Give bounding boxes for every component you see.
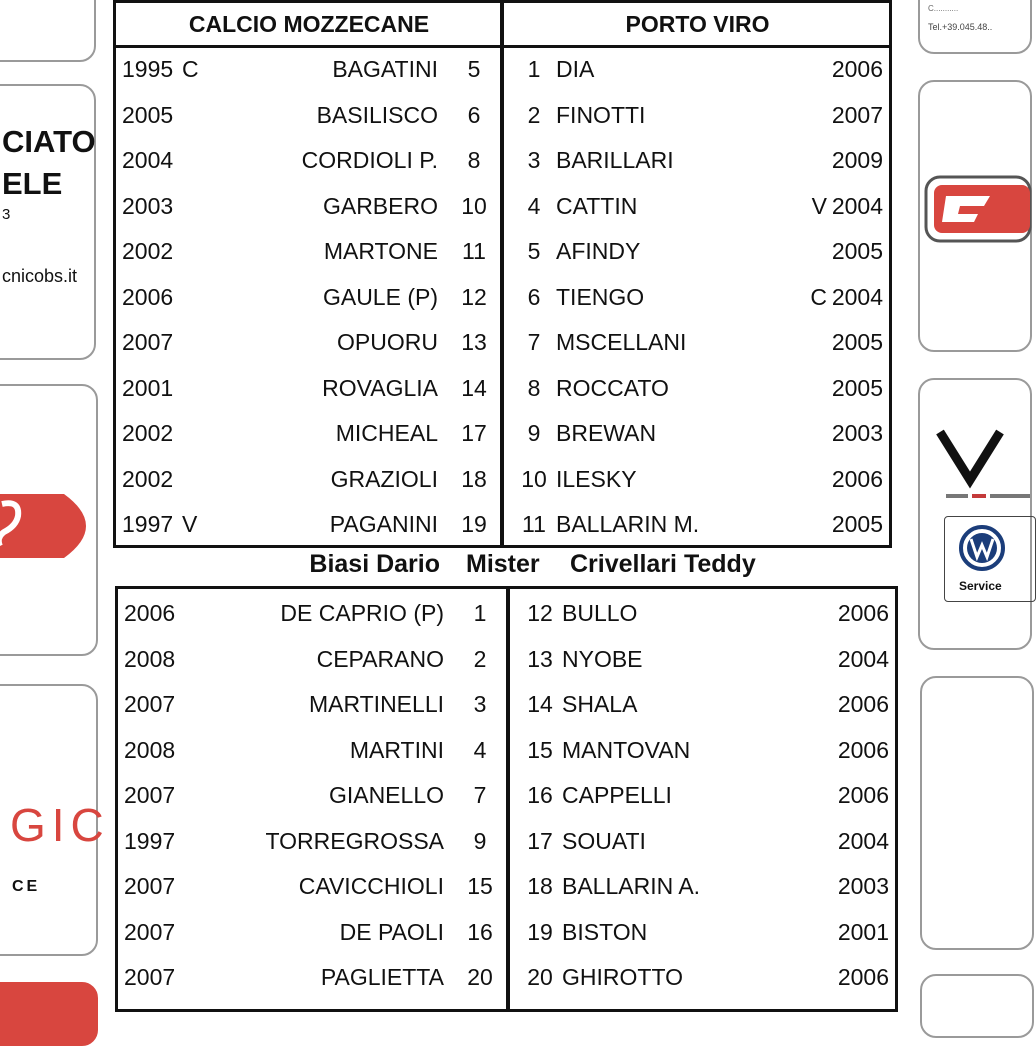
player-name: FINOTTI xyxy=(556,101,646,128)
player-number: 11 xyxy=(462,238,486,264)
player-year: 2005 xyxy=(831,374,883,401)
player-year: 2006 xyxy=(837,782,889,808)
player-row xyxy=(116,94,500,139)
player-row xyxy=(504,458,889,503)
player-name: PAGANINI xyxy=(329,511,438,537)
player-name: MARTONE xyxy=(323,238,438,264)
starters-table xyxy=(113,0,892,548)
player-name: BALLARIN A. xyxy=(562,873,701,899)
player-number: 4 xyxy=(473,736,487,763)
player-name: AFINDY xyxy=(556,238,641,264)
player-number: 14 xyxy=(461,374,487,401)
player-number: 18 xyxy=(461,465,487,492)
player-role: V xyxy=(182,511,198,537)
player-year: 1997 xyxy=(124,827,176,854)
player-name: CAPPELLI xyxy=(562,782,672,808)
vw-icon xyxy=(957,523,1007,573)
player-number: 10 xyxy=(521,465,547,492)
player-name: OPUORU xyxy=(337,329,438,355)
sponsor-web-address: cnicobs.it xyxy=(2,266,78,286)
player-row xyxy=(504,503,889,548)
player-year: 1997 xyxy=(122,511,174,537)
player-year: 2006 xyxy=(837,964,889,990)
player-number: 15 xyxy=(527,736,553,763)
player-year: 2007 xyxy=(124,873,176,899)
player-name: MANTOVAN xyxy=(562,736,691,763)
player-name: CAVICCHIOLI xyxy=(298,873,444,899)
player-year: 2009 xyxy=(831,147,883,173)
sponsor-card-right-2 xyxy=(918,80,1032,352)
player-number: 8 xyxy=(527,374,541,401)
player-number: 16 xyxy=(467,918,493,945)
player-number: 2 xyxy=(473,645,487,672)
player-row xyxy=(118,956,506,1001)
player-name: ROVAGLIA xyxy=(322,374,438,401)
player-number: 6 xyxy=(467,101,481,128)
player-row xyxy=(118,638,506,683)
player-number: 15 xyxy=(467,873,493,899)
player-year: 2005 xyxy=(831,511,883,537)
player-role: C xyxy=(182,56,199,82)
player-name: CEPARANO xyxy=(316,645,444,672)
sponsor-card-right-4 xyxy=(920,676,1034,950)
sponsor-red-badge xyxy=(920,82,1030,350)
player-number: 4 xyxy=(527,192,541,219)
player-name: PAGLIETTA xyxy=(320,964,444,990)
sponsor-card-left-5 xyxy=(0,982,98,1046)
player-year: 2006 xyxy=(831,465,883,492)
player-name: SHALA xyxy=(562,691,638,717)
player-name: TIENGO xyxy=(556,283,645,310)
player-year: 2005 xyxy=(831,238,883,264)
player-row xyxy=(116,276,500,321)
player-year: 2004 xyxy=(831,192,883,219)
player-row xyxy=(118,729,506,774)
player-row xyxy=(504,321,889,366)
player-number: 5 xyxy=(467,56,481,82)
player-name: TORREGROSSA xyxy=(265,827,444,854)
player-name: BISTON xyxy=(562,918,648,945)
player-name: BREWAN xyxy=(556,420,657,446)
away-starters xyxy=(504,48,889,545)
player-row xyxy=(116,321,500,366)
player-number: 13 xyxy=(527,645,553,672)
home-substitutes xyxy=(118,592,506,1009)
player-year: 2004 xyxy=(122,147,174,173)
player-row xyxy=(510,774,895,819)
sponsor-card-right-1 xyxy=(918,0,1032,54)
player-number: 20 xyxy=(527,964,553,990)
sponsor-logo-text: GIC xyxy=(10,799,110,851)
player-row xyxy=(116,367,500,412)
player-year: 2006 xyxy=(837,691,889,717)
mister-label: Mister xyxy=(466,550,540,578)
player-row xyxy=(504,367,889,412)
substitutes-table xyxy=(115,586,898,1012)
player-row xyxy=(118,911,506,956)
player-row xyxy=(116,230,500,275)
player-row xyxy=(118,592,506,637)
player-year: 2006 xyxy=(831,56,883,82)
player-name: DIA xyxy=(556,56,595,82)
player-year: 2007 xyxy=(831,101,883,128)
player-year: 2007 xyxy=(124,782,176,808)
vw-service-box xyxy=(944,516,1036,602)
player-year: 2007 xyxy=(124,964,176,990)
player-name: BALLARIN M. xyxy=(556,511,700,537)
vw-service-label: Service xyxy=(959,579,1002,593)
player-name: BAGATINI xyxy=(332,56,438,82)
player-name: NYOBE xyxy=(562,645,643,672)
player-number: 19 xyxy=(461,511,487,537)
player-name: DE CAPRIO (P) xyxy=(280,600,444,626)
player-row xyxy=(510,683,895,728)
player-year: 2001 xyxy=(122,374,174,401)
player-year: 1995 xyxy=(122,56,174,82)
player-name: ILESKY xyxy=(556,465,637,492)
player-row xyxy=(510,956,895,1001)
player-row xyxy=(118,683,506,728)
player-name: MARTINELLI xyxy=(308,691,444,717)
player-year: 2008 xyxy=(124,736,176,763)
player-number: 6 xyxy=(527,283,541,310)
player-name: MSCELLANI xyxy=(556,329,687,355)
player-name: BARILLARI xyxy=(556,147,674,173)
player-year: 2006 xyxy=(124,600,176,626)
player-number: 5 xyxy=(527,238,541,264)
player-year: 2003 xyxy=(831,420,883,446)
sponsor-card-left-4 xyxy=(0,684,110,956)
player-row xyxy=(116,185,500,230)
player-row xyxy=(510,729,895,774)
player-year: 2002 xyxy=(122,420,174,446)
player-number: 14 xyxy=(527,691,553,717)
player-row xyxy=(504,230,889,275)
sponsor-red-logo xyxy=(0,386,96,654)
sponsor-card-left-1 xyxy=(0,0,96,62)
player-name: CATTIN xyxy=(556,192,638,219)
away-coach: Crivellari Teddy xyxy=(570,550,756,578)
player-number: 3 xyxy=(527,147,541,173)
player-row xyxy=(504,48,889,93)
sponsor-text-line2: ELE xyxy=(2,166,63,201)
player-row xyxy=(116,48,500,93)
player-number: 19 xyxy=(527,918,553,945)
player-year: 2007 xyxy=(122,329,174,355)
player-year: 2007 xyxy=(124,691,176,717)
player-name: BASILISCO xyxy=(316,101,438,128)
player-number: 16 xyxy=(527,782,553,808)
player-name: GAULE (P) xyxy=(322,283,438,310)
player-number: 8 xyxy=(467,147,481,173)
player-name: SOUATI xyxy=(562,827,646,854)
player-row xyxy=(118,774,506,819)
player-number: 10 xyxy=(461,192,487,219)
player-row xyxy=(510,911,895,956)
player-year: 2002 xyxy=(122,238,174,264)
player-year: 2004 xyxy=(837,827,889,854)
player-row xyxy=(504,185,889,230)
player-number: 18 xyxy=(527,873,553,899)
away-team-name: PORTO VIRO xyxy=(625,11,770,37)
player-number: 3 xyxy=(473,691,487,717)
player-name: GARBERO xyxy=(322,192,438,219)
player-row xyxy=(116,458,500,503)
player-name: ROCCATO xyxy=(556,374,669,401)
player-name: CORDIOLI P. xyxy=(301,147,438,173)
player-number: 13 xyxy=(461,329,487,355)
player-name: MARTINI xyxy=(349,736,444,763)
player-year: 2006 xyxy=(837,736,889,763)
player-year: 2004 xyxy=(831,283,883,310)
player-row xyxy=(510,638,895,683)
player-row xyxy=(504,139,889,184)
player-role: C xyxy=(810,283,827,310)
player-number: 17 xyxy=(461,420,487,446)
home-coach: Biasi Dario xyxy=(309,550,440,578)
sponsor-card-left-3 xyxy=(0,384,98,656)
player-number: 12 xyxy=(527,600,553,626)
player-year: 2005 xyxy=(831,329,883,355)
player-year: 2003 xyxy=(122,192,174,219)
player-number: 9 xyxy=(473,827,487,854)
player-number: 11 xyxy=(522,511,546,537)
player-name: MICHEAL xyxy=(335,420,438,446)
player-year: 2006 xyxy=(122,283,174,310)
player-row xyxy=(116,503,500,548)
home-team-name: CALCIO MOZZECANE xyxy=(188,11,430,37)
sponsor-card-right-5 xyxy=(920,974,1034,1038)
player-row xyxy=(116,412,500,457)
player-number: 9 xyxy=(527,420,541,446)
sponsor-text-small: 3 xyxy=(2,206,11,223)
player-number: 7 xyxy=(473,782,487,808)
sponsor-v-logo xyxy=(920,380,1030,648)
player-name: DE PAOLI xyxy=(339,918,444,945)
player-row xyxy=(510,820,895,865)
home-starters xyxy=(116,48,500,545)
sponsor-text-line1: CIATO xyxy=(2,124,96,159)
player-row xyxy=(510,865,895,910)
player-name: GRAZIOLI xyxy=(330,465,438,492)
player-year: 2007 xyxy=(124,918,176,945)
player-row xyxy=(504,94,889,139)
player-year: 2008 xyxy=(124,645,176,672)
player-row xyxy=(504,412,889,457)
player-year: 2006 xyxy=(837,600,889,626)
player-year: 2001 xyxy=(837,918,889,945)
player-number: 7 xyxy=(527,329,541,355)
player-number: 17 xyxy=(527,827,553,854)
player-row xyxy=(504,276,889,321)
player-name: BULLO xyxy=(562,600,638,626)
player-year: 2005 xyxy=(122,101,174,128)
player-row xyxy=(118,820,506,865)
player-number: 2 xyxy=(527,101,541,128)
sponsor-small-text-2: Tel.+39.045.48.. xyxy=(928,22,993,32)
player-year: 2002 xyxy=(122,465,174,492)
player-name: GHIROTTO xyxy=(562,964,683,990)
player-role: V xyxy=(811,192,827,219)
player-number: 1 xyxy=(527,56,541,82)
player-number: 20 xyxy=(467,964,493,990)
sponsor-logo-subtext: CE xyxy=(12,878,41,895)
player-number: 1 xyxy=(473,600,487,626)
player-year: 2003 xyxy=(837,873,889,899)
player-row xyxy=(118,865,506,910)
sponsor-card-left-2 xyxy=(0,84,96,360)
sponsor-small-text-1: C........... xyxy=(928,4,959,13)
away-substitutes xyxy=(510,592,895,1009)
player-row xyxy=(116,139,500,184)
player-row xyxy=(510,592,895,637)
player-name: GIANELLO xyxy=(328,782,444,808)
sponsor-card-right-3 xyxy=(918,378,1032,650)
player-year: 2004 xyxy=(837,645,889,672)
player-number: 12 xyxy=(461,283,487,310)
